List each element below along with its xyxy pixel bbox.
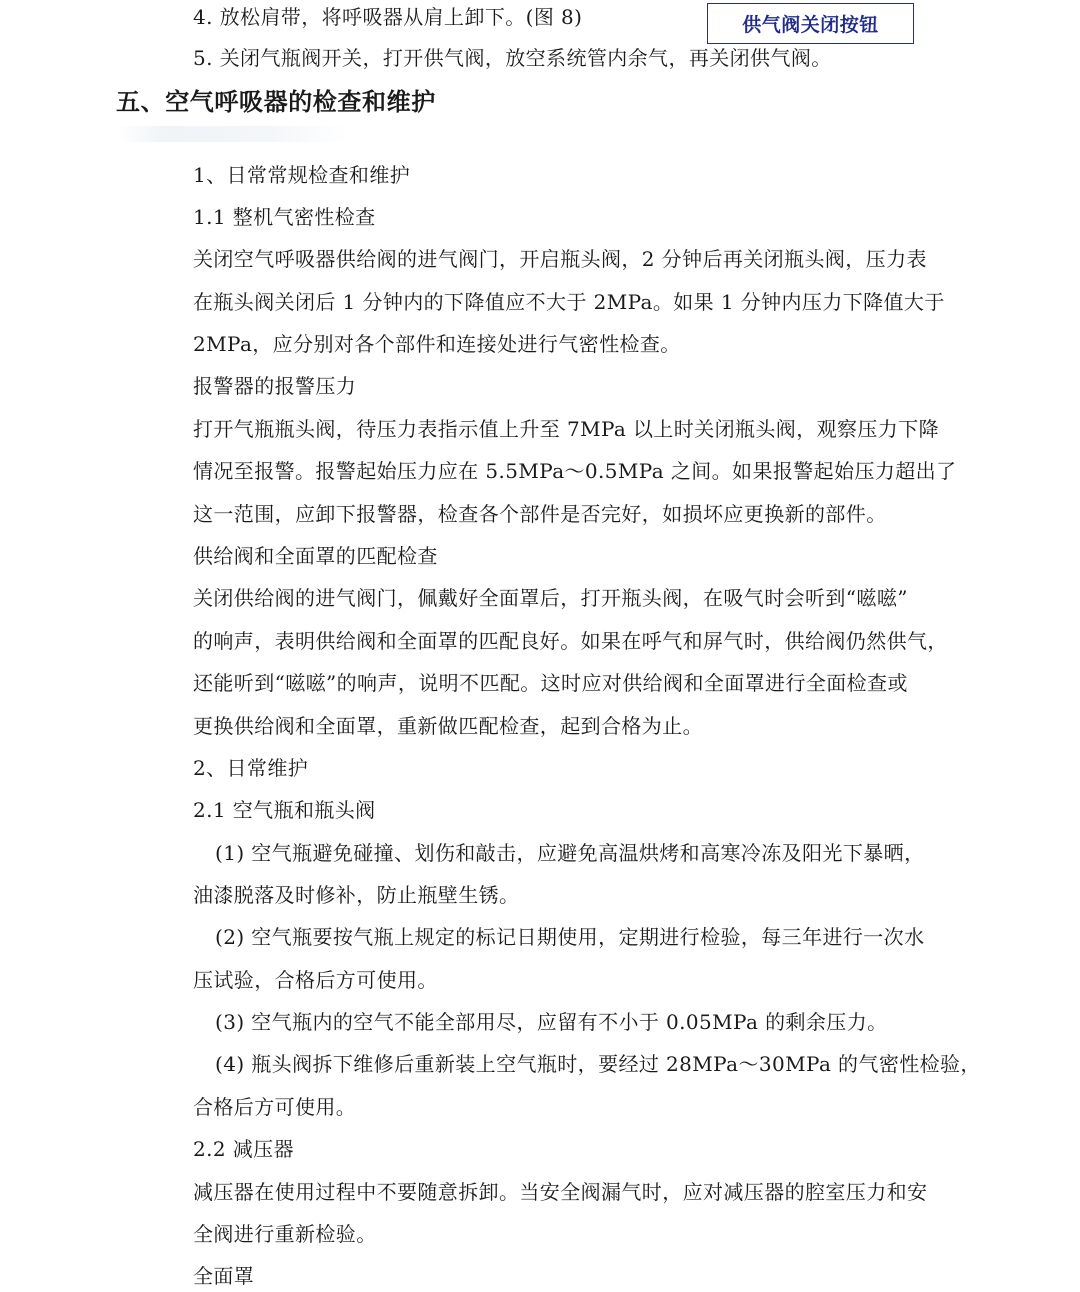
paragraph-line: 这一范围，应卸下报警器，检查各个部件是否完好，如损坏应更换新的部件。	[193, 502, 887, 526]
subheading-mask-match: 供给阀和全面罩的匹配检查	[193, 544, 438, 568]
subsection-daily-check: 1、日常常规检查和维护	[193, 163, 411, 187]
paragraph-line: 关闭空气呼吸器供给阀的进气阀门，开启瓶头阀，2 分钟后再关闭瓶头阀，压力表	[193, 247, 927, 271]
section-title: 五、空气呼吸器的检查和维护	[116, 88, 436, 116]
paragraph-line: 的响声，表明供给阀和全面罩的匹配良好。如果在呼气和屏气时，供给阀仍然供气，	[193, 629, 948, 653]
paragraph-line: 打开气瓶瓶头阀，待压力表指示值上升至 7MPa 以上时关闭瓶头阀，观察压力下降	[193, 417, 939, 441]
paragraph-line: 关闭供给阀的进气阀门，佩戴好全面罩后，打开瓶头阀，在吸气时会听到“嗞嗞”	[193, 586, 908, 610]
callout-label-box: 供气阀关闭按钮	[707, 3, 914, 44]
paragraph-line: 2MPa，应分别对各个部件和连接处进行气密性检查。	[193, 332, 681, 356]
paragraph-line: 还能听到“嗞嗞”的响声，说明不匹配。这时应对供给阀和全面罩进行全面检查或	[193, 671, 908, 695]
subheading-full-mask: 全面罩	[193, 1264, 255, 1288]
subheading-alarm-pressure: 报警器的报警压力	[193, 374, 357, 398]
scan-smudge	[118, 126, 348, 142]
step-4-text: 4. 放松肩带，将呼吸器从肩上卸下。(图 8)	[193, 5, 583, 29]
list-item-2: (2) 空气瓶要按气瓶上规定的标记日期使用，定期进行检验，每三年进行一次水	[215, 925, 925, 949]
paragraph-line: 更换供给阀和全面罩，重新做匹配检查，起到合格为止。	[193, 714, 703, 738]
list-item-1: (1) 空气瓶避免碰撞、划伤和敲击，应避免高温烘烤和高寒冷冻及阳光下暴晒，	[215, 841, 925, 865]
subsection-daily-maintenance: 2、日常维护	[193, 756, 309, 780]
paragraph-line: 油漆脱落及时修补，防止瓶壁生锈。	[193, 883, 520, 907]
list-item-3: (3) 空气瓶内的空气不能全部用尽，应留有不小于 0.05MPa 的剩余压力。	[215, 1010, 888, 1034]
step-5-text: 5. 关闭气瓶阀开关，打开供气阀，放空系统管内余气，再关闭供气阀。	[193, 46, 832, 70]
paragraph-line: 情况至报警。报警起始压力应在 5.5MPa～0.5MPa 之间。如果报警起始压力超出了	[193, 459, 957, 483]
subsection-cylinder-valve: 2.1 空气瓶和瓶头阀	[193, 798, 376, 822]
subsection-airtightness: 1.1 整机气密性检查	[193, 205, 376, 229]
paragraph-line: 压试验，合格后方可使用。	[193, 968, 438, 992]
paragraph-line: 减压器在使用过程中不要随意拆卸。当安全阀漏气时，应对减压器的腔室压力和安	[193, 1180, 928, 1204]
paragraph-line: 合格后方可使用。	[193, 1095, 357, 1119]
list-item-4: (4) 瓶头阀拆下维修后重新装上空气瓶时，要经过 28MPa～30MPa 的气密性检验，	[215, 1052, 981, 1076]
subsection-pressure-reducer: 2.2 减压器	[193, 1137, 294, 1161]
paragraph-line: 在瓶头阀关闭后 1 分钟内的下降值应不大于 2MPa。如果 1 分钟内压力下降值大于	[193, 290, 945, 314]
paragraph-line: 全阀进行重新检验。	[193, 1222, 377, 1246]
